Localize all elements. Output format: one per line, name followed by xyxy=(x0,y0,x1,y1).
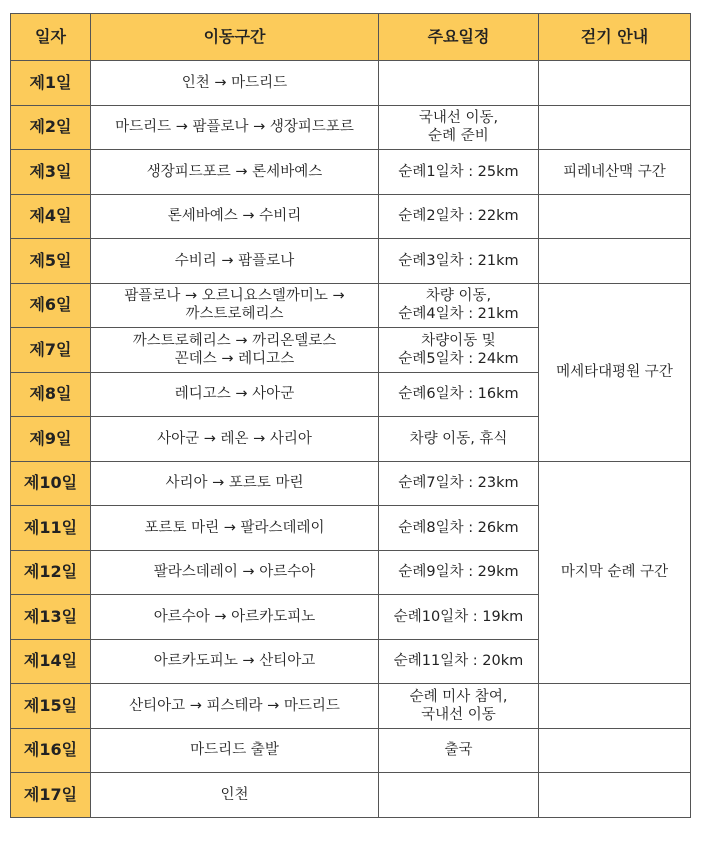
schedule-cell xyxy=(379,506,539,551)
day-cell: 제9일 xyxy=(11,417,91,462)
day-cell: 제1일 xyxy=(11,61,91,106)
route-line: 산티아고 → 피스테라 → 마드리드 xyxy=(129,697,340,714)
schedule-cell xyxy=(379,372,539,417)
schedule-cell xyxy=(379,773,539,818)
day-cell: 제16일 xyxy=(11,728,91,773)
walk-guide-cell: 피레네산맥 구간 xyxy=(539,150,691,195)
schedule-line: 순례4일차 : 21km xyxy=(398,306,519,323)
table-row xyxy=(11,773,691,818)
route-line: 론세바예스 → 수비리 xyxy=(167,208,302,225)
table-row xyxy=(11,150,691,195)
schedule-cell xyxy=(379,461,539,506)
schedule-cell xyxy=(379,239,539,284)
schedule-cell xyxy=(379,595,539,640)
schedule-cell xyxy=(379,417,539,462)
day-cell: 제4일 xyxy=(11,194,91,239)
walk-guide-cell xyxy=(539,105,691,150)
route-cell xyxy=(91,684,379,729)
day-cell: 제8일 xyxy=(11,372,91,417)
route-line: 아르수아 → 아르카도피노 xyxy=(153,608,316,625)
walk-guide-cell xyxy=(539,239,691,284)
route-line: 꼰데스 → 레디고스 xyxy=(174,350,295,367)
route-cell xyxy=(91,194,379,239)
schedule-cell xyxy=(379,61,539,106)
header-route: 이동구간 xyxy=(91,14,379,61)
table-row xyxy=(11,61,691,106)
table-row xyxy=(11,194,691,239)
day-cell: 제7일 xyxy=(11,328,91,373)
schedule-cell xyxy=(379,150,539,195)
day-cell: 제11일 xyxy=(11,506,91,551)
day-cell: 제15일 xyxy=(11,684,91,729)
route-cell xyxy=(91,461,379,506)
day-cell: 제17일 xyxy=(11,773,91,818)
route-line: 아르카도피노 → 산티아고 xyxy=(153,653,316,670)
route-line: 마드리드 → 팜플로나 → 생장피드포르 xyxy=(115,119,354,136)
schedule-cell xyxy=(379,328,539,373)
route-cell xyxy=(91,550,379,595)
table-row xyxy=(11,105,691,150)
schedule-line: 순례5일차 : 24km xyxy=(398,350,519,367)
schedule-line: 순례1일차 : 25km xyxy=(398,163,519,180)
header-row xyxy=(11,14,691,61)
walk-guide-cell: 마지막 순례 구간 xyxy=(539,461,691,684)
schedule-line: 국내선 이동, xyxy=(418,110,499,127)
schedule-line: 순례 미사 참여, xyxy=(409,688,508,705)
route-line: 팔라스데레이 → 아르수아 xyxy=(153,564,316,581)
route-line: 까스트로헤리스 → 까리온델로스 xyxy=(132,332,337,349)
route-cell xyxy=(91,773,379,818)
route-line: 사아군 → 레온 → 사리아 xyxy=(157,430,312,447)
walk-guide-cell: 메세타대평원 구간 xyxy=(539,283,691,461)
day-cell: 제5일 xyxy=(11,239,91,284)
day-cell: 제10일 xyxy=(11,461,91,506)
route-cell xyxy=(91,728,379,773)
schedule-line: 순례10일차 : 19km xyxy=(393,608,524,625)
header-walk-guide: 걷기 안내 xyxy=(539,14,691,61)
schedule-cell xyxy=(379,194,539,239)
route-cell xyxy=(91,595,379,640)
route-cell xyxy=(91,328,379,373)
schedule-line: 순례 준비 xyxy=(428,128,489,145)
day-cell: 제2일 xyxy=(11,105,91,150)
walk-guide-cell xyxy=(539,684,691,729)
day-cell: 제14일 xyxy=(11,639,91,684)
route-line: 마드리드 출발 xyxy=(190,742,279,759)
schedule-line: 국내선 이동 xyxy=(421,706,496,723)
route-cell xyxy=(91,639,379,684)
route-cell xyxy=(91,105,379,150)
route-cell xyxy=(91,372,379,417)
schedule-line: 순례11일차 : 20km xyxy=(393,653,524,670)
schedule-cell xyxy=(379,728,539,773)
day-cell: 제13일 xyxy=(11,595,91,640)
schedule-cell xyxy=(379,283,539,328)
route-cell xyxy=(91,417,379,462)
schedule-line: 차량이동 및 xyxy=(421,332,496,349)
route-cell xyxy=(91,239,379,284)
schedule-line: 차량 이동, 휴식 xyxy=(409,430,508,447)
route-cell xyxy=(91,506,379,551)
walk-guide-cell xyxy=(539,61,691,106)
day-cell: 제3일 xyxy=(11,150,91,195)
route-line: 수비리 → 팜플로나 xyxy=(174,252,295,269)
walk-guide-cell xyxy=(539,194,691,239)
schedule-cell xyxy=(379,105,539,150)
table-row xyxy=(11,283,691,328)
schedule-line: 순례9일차 : 29km xyxy=(398,564,519,581)
day-cell: 제6일 xyxy=(11,283,91,328)
schedule-cell xyxy=(379,550,539,595)
route-line: 팜플로나 → 오르니요스델까미노 → xyxy=(124,288,345,305)
schedule-line: 차량 이동, xyxy=(425,288,492,305)
route-line: 인천 xyxy=(220,786,249,803)
header-day: 일자 xyxy=(11,14,91,61)
schedule-cell xyxy=(379,639,539,684)
table-row xyxy=(11,684,691,729)
schedule-line: 출국 xyxy=(444,742,473,759)
route-line: 사리아 → 포르토 마린 xyxy=(165,475,304,492)
schedule-cell xyxy=(379,684,539,729)
table-row xyxy=(11,728,691,773)
schedule-line: 순례6일차 : 16km xyxy=(398,386,519,403)
schedule-line: 순례7일차 : 23km xyxy=(398,475,519,492)
table-row xyxy=(11,239,691,284)
table-row xyxy=(11,461,691,506)
route-cell xyxy=(91,61,379,106)
route-line: 까스트로헤리스 xyxy=(185,306,284,323)
itinerary-table xyxy=(10,13,691,818)
route-line: 생장피드포르 → 론세바예스 xyxy=(146,163,323,180)
route-cell xyxy=(91,283,379,328)
schedule-line: 순례3일차 : 21km xyxy=(398,252,519,269)
route-cell xyxy=(91,150,379,195)
header-schedule: 주요일정 xyxy=(379,14,539,61)
route-line: 포르토 마린 → 팔라스데레이 xyxy=(144,519,325,536)
itinerary-body xyxy=(11,61,691,818)
walk-guide-cell xyxy=(539,728,691,773)
route-line: 인천 → 마드리드 xyxy=(181,74,288,91)
walk-guide-cell xyxy=(539,773,691,818)
schedule-line: 순례2일차 : 22km xyxy=(398,208,519,225)
day-cell: 제12일 xyxy=(11,550,91,595)
route-line: 레디고스 → 사아군 xyxy=(174,386,295,403)
schedule-line: 순례8일차 : 26km xyxy=(398,519,519,536)
